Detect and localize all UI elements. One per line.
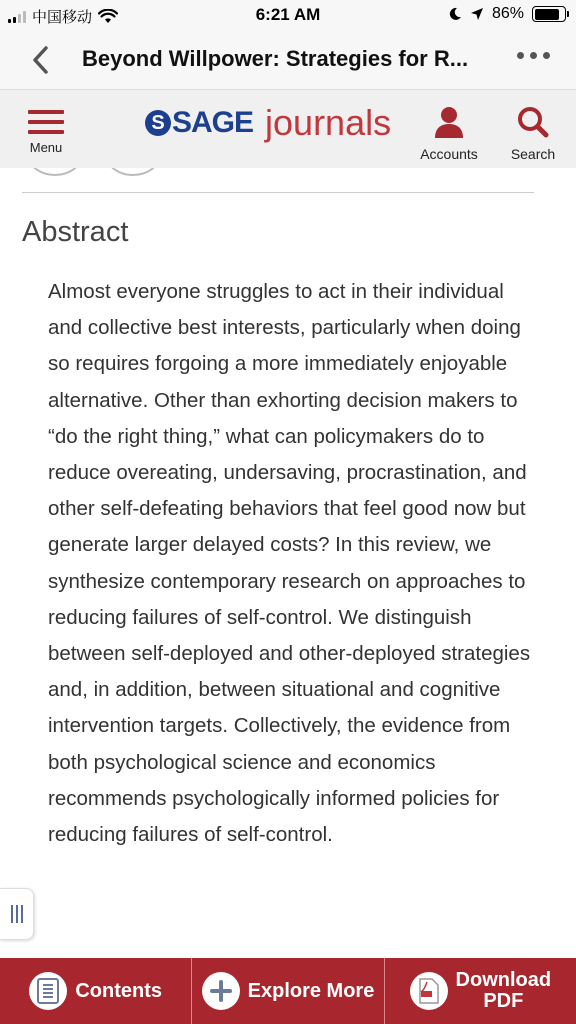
menu-button[interactable]	[24, 110, 68, 155]
download-label-line2: PDF	[483, 990, 524, 1012]
plus-icon	[202, 972, 240, 1010]
page-title: Beyond Willpower: Strategies for R...	[82, 46, 469, 71]
search-label: Search	[510, 146, 556, 162]
main-content	[0, 168, 576, 958]
search-icon	[517, 106, 549, 138]
share-circle-icon[interactable]	[106, 168, 160, 176]
chevron-left-icon	[31, 45, 49, 75]
pdf-file-icon	[410, 972, 448, 1010]
download-pdf-button[interactable]	[385, 958, 576, 1024]
logo-product-text: journals	[265, 102, 392, 143]
more-options-button[interactable]	[517, 52, 550, 59]
battery-fill	[535, 9, 560, 20]
back-button[interactable]	[22, 42, 58, 78]
moon-icon	[448, 7, 462, 21]
abstract-text: Almost everyone struggles to act in their individual and collective best interests, particularly when doing so requires forgoing a more immediately enjoyable alternative. Other than exhorting decision makers to “do the right thing,” what can policymakers do to reduce overeating, undersaving, procrastination, and other self-defeating behaviors that feel good now but generate larger delayed costs? In this review, we synthesize contemporary research on approaches to reducing failures of self-control. We distinguish between self-deployed and other-deployed strategies and, in addition, between situational and cognitive intervention targets. Collectively, the evidence from both psychological science and economics recommends psychologically informed policies for reducing failures of self-control.	[48, 280, 531, 847]
sage-journals-logo[interactable]	[145, 102, 391, 144]
abstract-heading: Abstract	[22, 216, 129, 248]
menu-label: Menu	[29, 140, 63, 155]
explore-more-label: Explore More	[247, 979, 375, 1002]
status-bar	[0, 0, 576, 30]
site-header	[0, 90, 576, 168]
download-label-line1: Download	[455, 969, 552, 991]
share-circle-icon[interactable]	[28, 168, 82, 176]
more-dot-icon	[530, 52, 537, 59]
more-dot-icon	[543, 52, 550, 59]
contents-button[interactable]	[0, 958, 192, 1024]
sage-logo-mark: S	[145, 110, 171, 136]
partially-hidden-buttons	[28, 168, 160, 176]
more-dot-icon	[517, 52, 524, 59]
status-right	[448, 5, 566, 23]
battery-percent: 86%	[491, 5, 524, 22]
logo-brand-text: SAGE	[172, 106, 254, 139]
hamburger-icon	[28, 110, 64, 134]
battery-icon	[532, 6, 566, 22]
user-icon	[434, 106, 464, 138]
bottom-toolbar	[0, 958, 576, 1024]
download-pdf-label	[456, 970, 552, 1012]
search-button[interactable]	[505, 106, 561, 162]
section-divider	[22, 192, 534, 193]
accounts-label: Accounts	[420, 146, 478, 162]
location-arrow-icon	[470, 7, 484, 21]
status-time: 6:21 AM	[255, 5, 321, 24]
explore-more-button[interactable]	[192, 958, 384, 1024]
accounts-button[interactable]	[418, 106, 480, 162]
carrier-name: 中国移动	[32, 9, 93, 26]
browser-nav-bar	[0, 30, 576, 90]
side-drawer-handle[interactable]	[0, 888, 34, 940]
contents-list-icon	[29, 972, 67, 1010]
contents-label: Contents	[75, 979, 162, 1002]
